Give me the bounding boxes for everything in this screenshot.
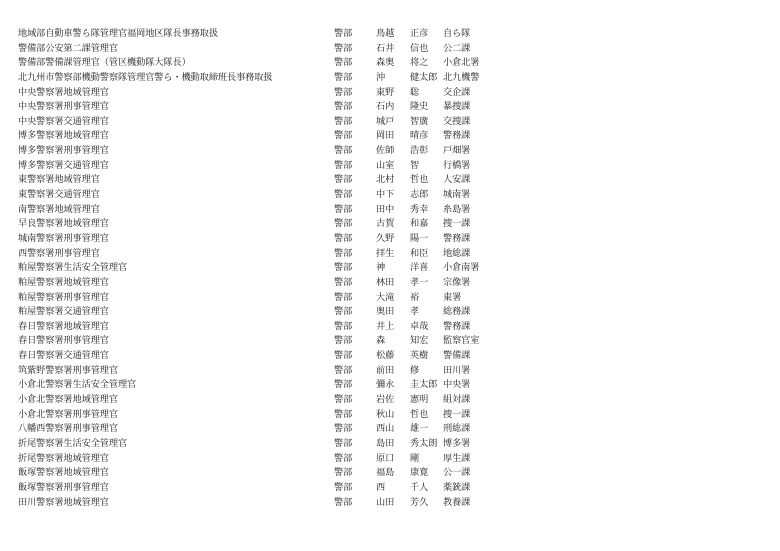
post-title: 折尾警察署生活安全管理官 bbox=[18, 437, 128, 449]
post-title: 城南警察署刑事管理官 bbox=[18, 232, 109, 244]
rank: 警部 bbox=[334, 423, 353, 435]
new-assignment: 北九機警 bbox=[443, 71, 480, 83]
rank: 警部 bbox=[334, 247, 353, 259]
family-name: 松藤 bbox=[376, 350, 395, 362]
given-name: 正彦 bbox=[410, 28, 429, 39]
post-title: 地域部自動車警ら隊管理官福岡地区隊長事務取扱 bbox=[18, 28, 218, 39]
new-assignment: 暴捜課 bbox=[443, 101, 471, 113]
rank: 警部 bbox=[334, 364, 353, 376]
rank: 警部 bbox=[334, 71, 353, 83]
rank: 警部 bbox=[334, 467, 353, 479]
given-name: 剛 bbox=[410, 452, 420, 464]
rank: 警部 bbox=[334, 306, 353, 318]
given-name: 志郎 bbox=[410, 189, 429, 201]
roster-row bbox=[18, 408, 758, 423]
given-name: 修 bbox=[410, 364, 420, 376]
post-title: 粕屋警察署交通管理官 bbox=[18, 306, 109, 318]
rank: 警部 bbox=[334, 28, 353, 39]
roster-row bbox=[18, 452, 758, 467]
new-assignment: 地総課 bbox=[443, 247, 471, 259]
post-title: 春日警察署地域管理官 bbox=[18, 320, 109, 332]
given-name: 将之 bbox=[410, 57, 429, 69]
family-name: 西 bbox=[376, 481, 386, 493]
given-name: 健太郎 bbox=[410, 71, 438, 83]
new-assignment: 博多署 bbox=[443, 437, 471, 449]
post-title: 警備部警備課管理官（管区機動隊大隊長） bbox=[18, 57, 191, 69]
roster-row bbox=[18, 71, 758, 86]
rank: 警部 bbox=[334, 379, 353, 391]
roster-row bbox=[18, 232, 758, 247]
post-title: 東警察署交通管理官 bbox=[18, 189, 100, 201]
family-name: 久野 bbox=[376, 232, 395, 244]
roster-row bbox=[18, 305, 758, 320]
given-name: 智 bbox=[410, 159, 420, 171]
roster-row bbox=[18, 144, 758, 159]
family-name: 沖 bbox=[376, 71, 386, 83]
post-title: 飯塚警察署地域管理官 bbox=[18, 467, 109, 479]
roster-row bbox=[18, 27, 758, 42]
new-assignment: 公二課 bbox=[443, 42, 471, 54]
post-title: 北九州市警察部機動警察隊管理官警ら・機動取締班長事務取扱 bbox=[18, 71, 273, 83]
post-title: 中央警察署地域管理官 bbox=[18, 86, 109, 98]
new-assignment: 糸島署 bbox=[443, 203, 471, 215]
given-name: 千人 bbox=[410, 481, 429, 493]
new-assignment: 宗像署 bbox=[443, 276, 471, 288]
roster-row bbox=[18, 129, 758, 144]
given-name: 憲明 bbox=[410, 394, 429, 406]
family-name: 拝生 bbox=[376, 247, 395, 259]
new-assignment: 小倉北署 bbox=[443, 57, 480, 69]
rank: 警部 bbox=[334, 437, 353, 449]
rank: 警部 bbox=[334, 115, 353, 127]
given-name: 智廣 bbox=[410, 115, 429, 127]
family-name: 石内 bbox=[376, 101, 395, 113]
family-name: 東野 bbox=[376, 86, 395, 98]
given-name: 浩彰 bbox=[410, 145, 429, 157]
family-name: 山田 bbox=[376, 496, 395, 508]
rank: 警部 bbox=[334, 276, 353, 288]
given-name: 聡 bbox=[410, 86, 420, 98]
new-assignment: 警務課 bbox=[443, 130, 471, 142]
family-name: 神 bbox=[376, 262, 386, 274]
rank: 警部 bbox=[334, 350, 353, 362]
new-assignment: 監察官室 bbox=[443, 335, 480, 347]
roster-row bbox=[18, 247, 758, 262]
post-title: 南警察署地域管理官 bbox=[18, 203, 100, 215]
post-title: 博多警察署刑事管理官 bbox=[18, 145, 109, 157]
post-title: 博多警察署地域管理官 bbox=[18, 130, 109, 142]
new-assignment: 東署 bbox=[443, 291, 462, 303]
roster-row bbox=[18, 378, 758, 393]
rank: 警部 bbox=[334, 174, 353, 186]
roster-row bbox=[18, 466, 758, 481]
new-assignment: 総務課 bbox=[443, 306, 471, 318]
family-name: 森奥 bbox=[376, 57, 395, 69]
roster-row bbox=[18, 86, 758, 101]
rank: 警部 bbox=[334, 57, 353, 69]
new-assignment: 公一課 bbox=[443, 467, 471, 479]
post-title: 筑紫野警察署刑事管理官 bbox=[18, 364, 118, 376]
post-title: 東警察署地域管理官 bbox=[18, 174, 100, 186]
roster-row bbox=[18, 217, 758, 232]
roster-row bbox=[18, 481, 758, 496]
personnel-roster bbox=[18, 27, 758, 510]
rank: 警部 bbox=[334, 159, 353, 171]
roster-row bbox=[18, 261, 758, 276]
new-assignment: 警備課 bbox=[443, 350, 471, 362]
new-assignment: 刑総課 bbox=[443, 423, 471, 435]
roster-row bbox=[18, 203, 758, 218]
family-name: 田中 bbox=[376, 203, 395, 215]
family-name: 北村 bbox=[376, 174, 395, 186]
new-assignment: 交企課 bbox=[443, 86, 471, 98]
roster-row bbox=[18, 56, 758, 71]
new-assignment: 捜一課 bbox=[443, 218, 471, 230]
family-name: 岡田 bbox=[376, 130, 395, 142]
new-assignment: 警務課 bbox=[443, 320, 471, 332]
new-assignment: 捜一課 bbox=[443, 408, 471, 420]
family-name: 林田 bbox=[376, 276, 395, 288]
post-title: 早良警察署地域管理官 bbox=[18, 218, 109, 230]
roster-row bbox=[18, 291, 758, 306]
family-name: 原口 bbox=[376, 452, 395, 464]
rank: 警部 bbox=[334, 86, 353, 98]
rank: 警部 bbox=[334, 232, 353, 244]
given-name: 康寛 bbox=[410, 467, 429, 479]
given-name: 雄一 bbox=[410, 423, 429, 435]
rank: 警部 bbox=[334, 320, 353, 332]
family-name: 森 bbox=[376, 335, 386, 347]
new-assignment: 中央署 bbox=[443, 379, 471, 391]
family-name: 井上 bbox=[376, 320, 395, 332]
given-name: 知宏 bbox=[410, 335, 429, 347]
new-assignment: 教養課 bbox=[443, 496, 471, 508]
given-name: 秀幸 bbox=[410, 203, 429, 215]
post-title: 春日警察署交通管理官 bbox=[18, 350, 109, 362]
post-title: 中央警察署交通管理官 bbox=[18, 115, 109, 127]
new-assignment: 人安課 bbox=[443, 174, 471, 186]
new-assignment: 城南署 bbox=[443, 189, 471, 201]
given-name: 隆史 bbox=[410, 101, 429, 113]
roster-row bbox=[18, 115, 758, 130]
post-title: 飯塚警察署刑事管理官 bbox=[18, 481, 109, 493]
family-name: 奥田 bbox=[376, 306, 395, 318]
family-name: 城戸 bbox=[376, 115, 395, 127]
given-name: 陽一 bbox=[410, 232, 429, 244]
given-name: 哲也 bbox=[410, 174, 429, 186]
post-title: 粕屋警察署刑事管理官 bbox=[18, 291, 109, 303]
given-name: 哲也 bbox=[410, 408, 429, 420]
roster-row bbox=[18, 364, 758, 379]
given-name: 芳久 bbox=[410, 496, 429, 508]
roster-row bbox=[18, 276, 758, 291]
new-assignment: 行橋署 bbox=[443, 159, 471, 171]
roster-row bbox=[18, 334, 758, 349]
family-name: 鳥越 bbox=[376, 28, 395, 39]
post-title: 小倉北警察署刑事管理官 bbox=[18, 408, 118, 420]
post-title: 警備部公安第二課管理官 bbox=[18, 42, 118, 54]
post-title: 折尾警察署地域管理官 bbox=[18, 452, 109, 464]
family-name: 秋山 bbox=[376, 408, 395, 420]
post-title: 小倉北警察署地域管理官 bbox=[18, 394, 118, 406]
given-name: 秀太朗 bbox=[410, 437, 438, 449]
post-title: 八幡西警察署刑事管理官 bbox=[18, 423, 118, 435]
new-assignment: 小倉南署 bbox=[443, 262, 480, 274]
roster-row bbox=[18, 42, 758, 57]
rank: 警部 bbox=[334, 189, 353, 201]
new-assignment: 交捜課 bbox=[443, 115, 471, 127]
given-name: 圭太郎 bbox=[410, 379, 438, 391]
new-assignment: 薬銃課 bbox=[443, 481, 471, 493]
post-title: 博多警察署交通管理官 bbox=[18, 159, 109, 171]
rank: 警部 bbox=[334, 145, 353, 157]
given-name: 信也 bbox=[410, 42, 429, 54]
family-name: 佐師 bbox=[376, 145, 395, 157]
family-name: 大滝 bbox=[376, 291, 395, 303]
post-title: 小倉北警察署生活安全管理官 bbox=[18, 379, 137, 391]
new-assignment: 警務課 bbox=[443, 232, 471, 244]
rank: 警部 bbox=[334, 203, 353, 215]
family-name: 前田 bbox=[376, 364, 395, 376]
new-assignment: 厚生課 bbox=[443, 452, 471, 464]
roster-row bbox=[18, 159, 758, 174]
roster-row bbox=[18, 349, 758, 364]
given-name: 洋喜 bbox=[410, 262, 429, 274]
family-name: 山室 bbox=[376, 159, 395, 171]
rank: 警部 bbox=[334, 335, 353, 347]
roster-row bbox=[18, 393, 758, 408]
rank: 警部 bbox=[334, 496, 353, 508]
given-name: 裕 bbox=[410, 291, 420, 303]
family-name: 彌永 bbox=[376, 379, 395, 391]
roster-row bbox=[18, 496, 758, 511]
given-name: 孝 bbox=[410, 306, 420, 318]
post-title: 中央警察署刑事管理官 bbox=[18, 101, 109, 113]
given-name: 和嘉 bbox=[410, 218, 429, 230]
roster-row bbox=[18, 422, 758, 437]
rank: 警部 bbox=[334, 262, 353, 274]
rank: 警部 bbox=[334, 130, 353, 142]
family-name: 岩佐 bbox=[376, 394, 395, 406]
given-name: 英樹 bbox=[410, 350, 429, 362]
roster-row bbox=[18, 320, 758, 335]
family-name: 石井 bbox=[376, 42, 395, 54]
post-title: 春日警察署刑事管理官 bbox=[18, 335, 109, 347]
family-name: 島田 bbox=[376, 437, 395, 449]
post-title: 粕屋警察署地域管理官 bbox=[18, 276, 109, 288]
family-name: 古賀 bbox=[376, 218, 395, 230]
rank: 警部 bbox=[334, 218, 353, 230]
rank: 警部 bbox=[334, 452, 353, 464]
roster-row bbox=[18, 100, 758, 115]
roster-row bbox=[18, 188, 758, 203]
new-assignment: 戸畑署 bbox=[443, 145, 471, 157]
given-name: 孝一 bbox=[410, 276, 429, 288]
given-name: 晴彦 bbox=[410, 130, 429, 142]
post-title: 田川警察署地域管理官 bbox=[18, 496, 109, 508]
family-name: 中下 bbox=[376, 189, 395, 201]
family-name: 福島 bbox=[376, 467, 395, 479]
rank: 警部 bbox=[334, 291, 353, 303]
roster-row bbox=[18, 437, 758, 452]
given-name: 和臣 bbox=[410, 247, 429, 259]
rank: 警部 bbox=[334, 101, 353, 113]
rank: 警部 bbox=[334, 42, 353, 54]
new-assignment: 自ら隊 bbox=[443, 28, 471, 39]
new-assignment: 田川署 bbox=[443, 364, 471, 376]
family-name: 西山 bbox=[376, 423, 395, 435]
new-assignment: 組対課 bbox=[443, 394, 471, 406]
given-name: 卓哉 bbox=[410, 320, 429, 332]
post-title: 西警察署刑事管理官 bbox=[18, 247, 100, 259]
post-title: 粕屋警察署生活安全管理官 bbox=[18, 262, 128, 274]
rank: 警部 bbox=[334, 481, 353, 493]
rank: 警部 bbox=[334, 408, 353, 420]
rank: 警部 bbox=[334, 394, 353, 406]
roster-row bbox=[18, 173, 758, 188]
